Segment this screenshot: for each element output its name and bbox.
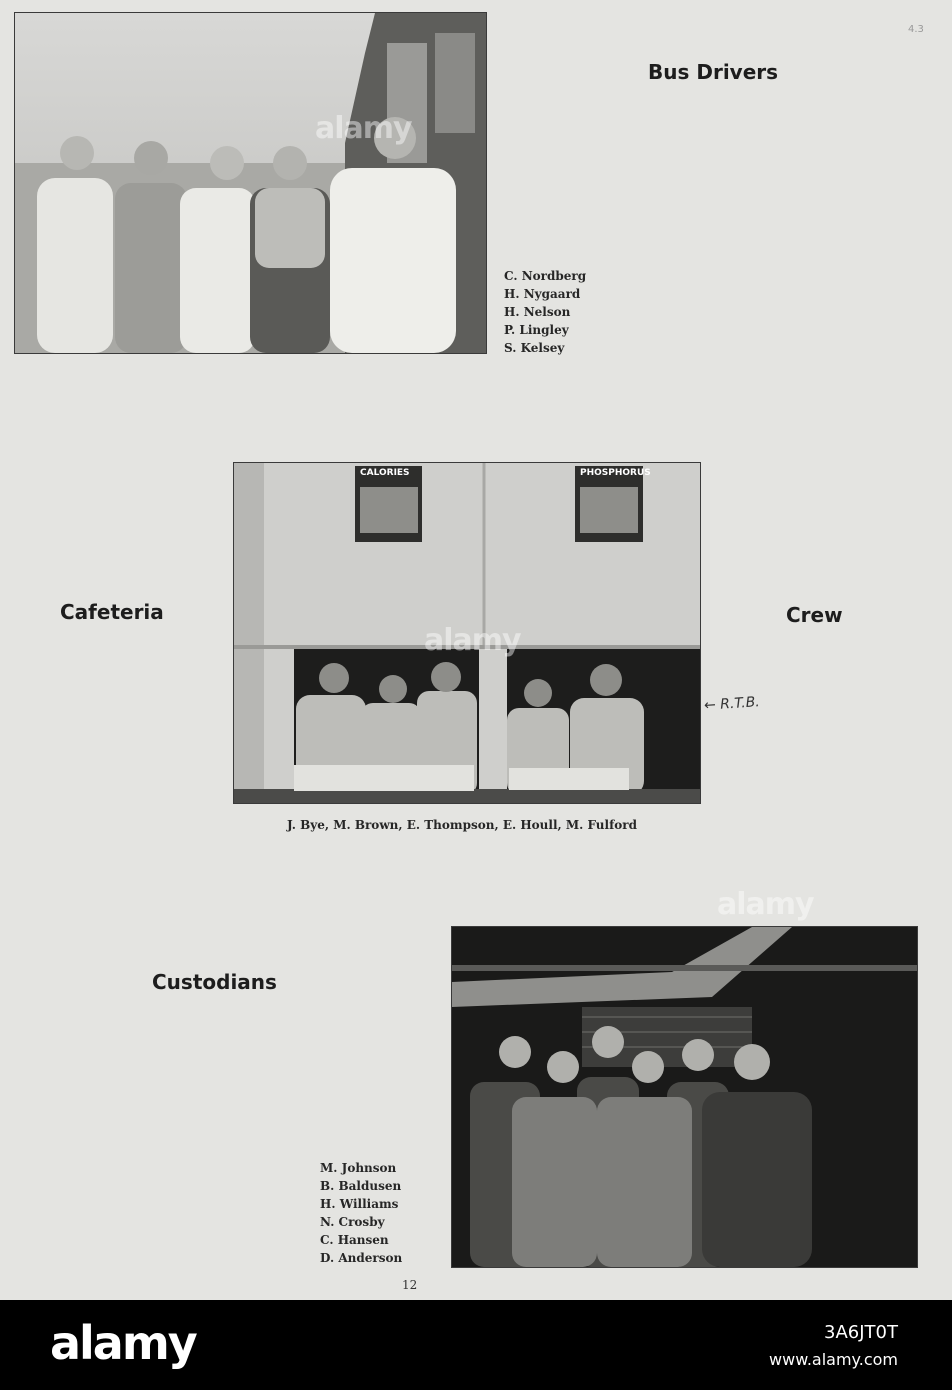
bus-driver-name: S. Kelsey bbox=[504, 341, 565, 355]
bus-drivers-heading: Bus Drivers bbox=[648, 60, 779, 84]
watermark-bus: alamy bbox=[315, 111, 412, 146]
custodians-photo bbox=[451, 887, 918, 1268]
cafeteria-caption: J. Bye, M. Brown, E. Thompson, E. Houll, M. Fulford bbox=[287, 818, 637, 832]
cafeteria-photo bbox=[233, 462, 701, 804]
poster-calories-label: CALORIES bbox=[360, 468, 410, 478]
custodian-name: B. Baldusen bbox=[320, 1179, 402, 1193]
bus-drivers-names bbox=[504, 267, 586, 357]
footer-url[interactable]: www.alamy.com bbox=[769, 1350, 898, 1369]
custodians-heading: Custodians bbox=[152, 970, 277, 994]
watermark-custodians: alamy bbox=[717, 887, 814, 922]
custodians-names bbox=[320, 1159, 402, 1267]
image-id: 3A6JT0T bbox=[824, 1322, 898, 1343]
bus-drivers-photo bbox=[14, 12, 487, 354]
bus-driver-name: C. Nordberg bbox=[504, 269, 587, 283]
custodian-name: H. Williams bbox=[320, 1197, 399, 1211]
alamy-logo: alamy bbox=[50, 1316, 196, 1370]
handwritten-annotation: ← R.T.B. bbox=[703, 694, 761, 714]
bus-driver-name: H. Nelson bbox=[504, 305, 571, 319]
bus-driver-name: H. Nygaard bbox=[504, 287, 581, 301]
corner-mark: 4.3 bbox=[908, 24, 924, 35]
cafeteria-heading: Cafeteria bbox=[60, 600, 164, 624]
poster-phosphorus-label: PHOSPHORUS bbox=[580, 468, 651, 478]
stock-footer bbox=[0, 1300, 952, 1390]
custodian-name: C. Hansen bbox=[320, 1233, 389, 1247]
page-number: 12 bbox=[402, 1278, 418, 1292]
bus-driver-name: P. Lingley bbox=[504, 323, 569, 337]
watermark-cafeteria: alamy bbox=[424, 623, 521, 658]
crew-heading: Crew bbox=[786, 603, 843, 627]
custodian-name: M. Johnson bbox=[320, 1161, 397, 1175]
custodian-name: D. Anderson bbox=[320, 1251, 403, 1265]
custodian-name: N. Crosby bbox=[320, 1215, 385, 1229]
